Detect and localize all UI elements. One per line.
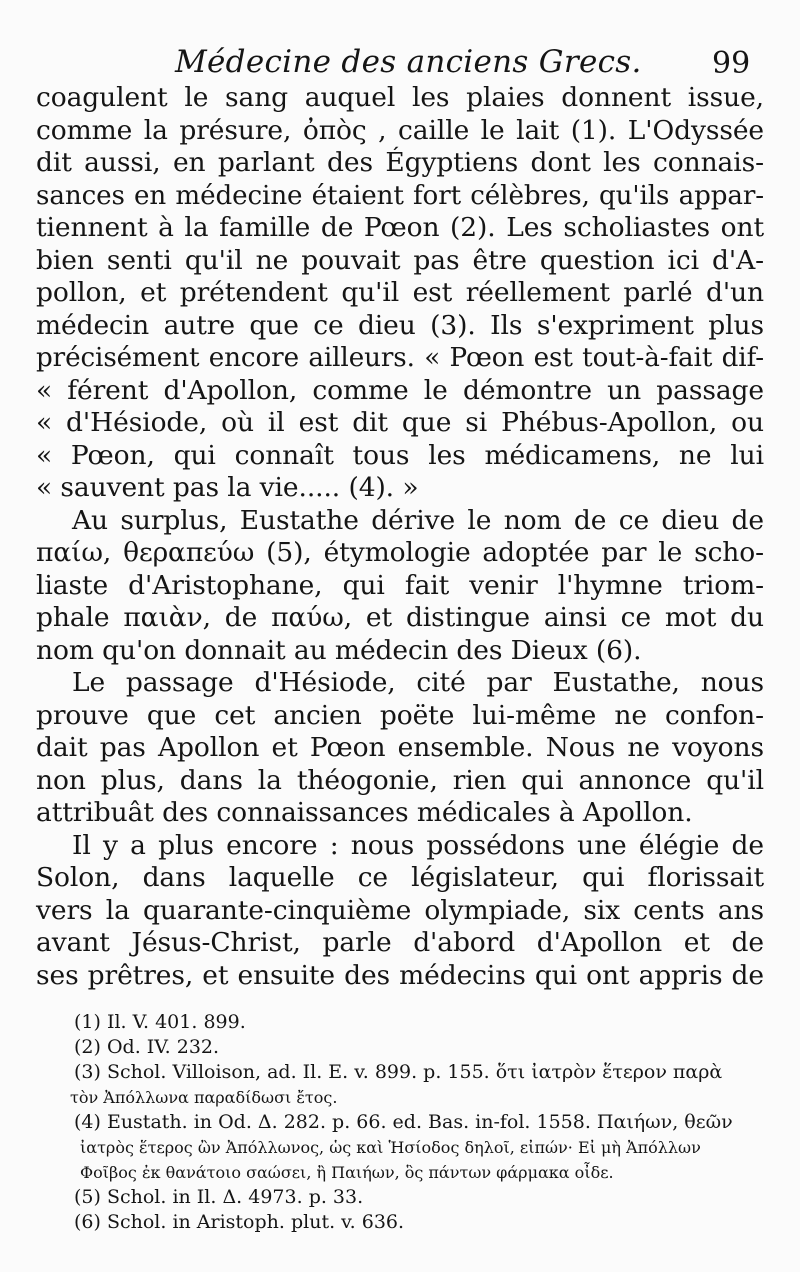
text-line: pollon, et prétendent qu'il est réellement parlé d'un (36, 277, 764, 308)
text-line: tiennent à la famille de Pœon (2). Les scholiastes ont (36, 212, 764, 243)
text-line: dait pas Apollon et Pœon ensemble. Nous ne voyons (36, 732, 764, 763)
footnote: (4) Eustath. in Od. Δ. 282. p. 66. ed. Bas. in-fol. 1558. Παιήων, θεῶν (74, 1111, 733, 1133)
text-line: bien senti qu'il ne pouvait pas être question ici d'A- (36, 244, 764, 276)
footnote: (2) Od. IV. 232. (74, 1036, 220, 1058)
footnote-continuation: τὸν Ἀπόλλωνα παραδίδωσι ἔτος. (70, 1088, 338, 1107)
text-line: Solon, dans laquelle ce législateur, qui florissait (36, 862, 764, 893)
text-line: « d'Hésiode, où il est dit que si Phébus-Apollon, ou (36, 407, 764, 438)
text-line: Il y a plus encore : nous possédons une élégie de (72, 829, 764, 861)
text-line: vers la quarante-cinquième olympiade, six cents ans (36, 894, 764, 926)
text-line: avant Jésus-Christ, parle d'abord d'Apollon et de (36, 927, 764, 958)
text-line: médecin autre que ce dieu (3). Ils s'expriment plus (36, 309, 764, 341)
text-line: coagulent le sang auquel les plaies donnent issue, (36, 82, 764, 113)
text-line: « Pœon, qui connaît tous les médicamens, ne lui (36, 439, 764, 471)
footnote-continuation: ἰατρὸς ἕτερος ὢν Ἀπόλλωνος, ὡς καὶ Ἡσίοδος δηλοῖ, εἰπών· Εἰ μὴ Ἀπόλλων (80, 1138, 701, 1157)
text-line: prouve que cet ancien poëte lui-même ne confon- (36, 699, 764, 731)
footnotes (70, 1010, 774, 1235)
text-line: attribuât des connaissances médicales à Apollon. (36, 797, 693, 828)
text-line: dit aussi, en parlant des Égyptiens dont les connais- (36, 147, 764, 178)
text-line: non plus, dans la théogonie, rien qui annonce qu'il (36, 764, 764, 796)
text-line: Au surplus, Eustathe dérive le nom de ce dieu de (72, 504, 764, 536)
text-line: sances en médecine étaient fort célèbres, qu'ils appar- (36, 180, 764, 211)
footnote-continuation: Φοῖβος ἐκ θανάτοιο σαώσει, ἢ Παιήων, ὃς πάντων φάρμακα οἶδε. (80, 1163, 614, 1182)
text-line: « férent d'Apollon, comme le démontre un passage (36, 374, 764, 406)
main-text (36, 82, 764, 992)
footnote: (3) Schol. Villoison, ad. Il. E. v. 899. p. 155. ὅτι ἰατρὸν ἕτερον παρὰ (74, 1061, 723, 1083)
text-line: ses prêtres, et ensuite des médecins qui ont appris de (36, 959, 764, 991)
text-line: phale παιὰν, de παύω, et distingue ainsi ce mot du (36, 602, 764, 633)
footnote: (6) Schol. in Aristoph. plut. v. 636. (74, 1211, 405, 1233)
footnote: (1) Il. V. 401. 899. (74, 1011, 246, 1033)
running-title: Médecine des anciens Grecs. (175, 44, 642, 80)
text-line: Le passage d'Hésiode, cité par Eustathe, nous (72, 667, 764, 698)
text-line: comme la présure, ὀπὸς , caille le lait (1). L'Odyssée (36, 114, 764, 146)
text-line: παίω, θεραπεύω (5), étymologie adoptée par le scho- (36, 537, 764, 568)
footnote: (5) Schol. in Il. Δ. 4973. p. 33. (74, 1186, 364, 1208)
text-line: « sauvent pas la vie..... (4). » (36, 472, 419, 503)
text-line: précisément encore ailleurs. « Pœon est tout-à-fait dif- (36, 343, 764, 373)
text-line: liaste d'Aristophane, qui fait venir l'hymne triom- (36, 569, 764, 601)
page-header (0, 40, 800, 84)
text-line: nom qu'on donnait au médecin des Dieux (6). (36, 634, 642, 666)
page-number: 99 (712, 46, 751, 81)
